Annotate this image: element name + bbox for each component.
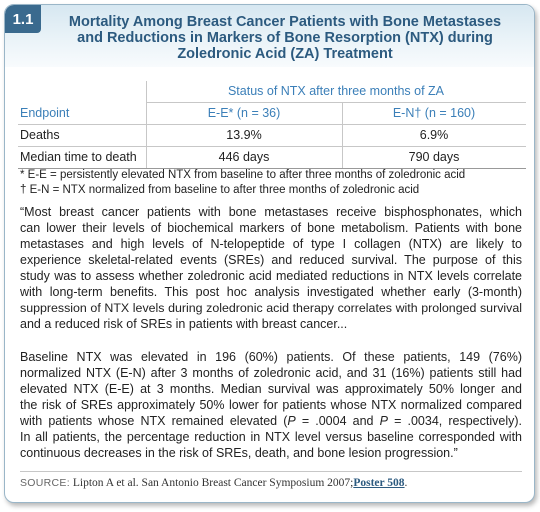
table-row (18, 125, 526, 146)
table-column-divider (342, 103, 343, 168)
table-header-row (18, 103, 526, 124)
quote-line: experience skeletal-related events (SREs) and reduced survival. The purpose of this (20, 253, 522, 267)
figure-number-badge: 1.1 (5, 5, 41, 33)
table-footnotes (20, 168, 465, 198)
figure-title (45, 14, 525, 62)
table-cell: 6.9% (419, 128, 449, 142)
column-header-ee: E-E* (n = 36) (207, 106, 281, 120)
table-cell: 13.9% (226, 128, 262, 142)
title-line: and Reductions in Markers of Bone Resorption (NTX) during (77, 30, 493, 46)
quote-line: and a reduced risk of SREs in patients with breast cancer... (20, 317, 348, 331)
source-citation (20, 477, 407, 489)
footnote: * E-E = persistently elevated NTX from baseline to after three months of zoledronic acid (20, 169, 466, 181)
quote-line: with long-term benefits. This post hoc analysis investigated whether early (3-month) (20, 285, 522, 299)
footnote: † E-N = NTX normalized from baseline to after three months of zoledronic acid (20, 184, 420, 196)
table-spanning-header-row (18, 81, 526, 102)
results-line: In all patients, the percentage reduction in NTX level versus baseline corresponded with (20, 430, 522, 444)
table-column-divider (146, 81, 147, 168)
source-text: Lipton A et al. San Antonio Breast Cancer Symposium 2007; (72, 477, 354, 489)
table-row (18, 147, 526, 168)
title-line: Zoledronic Acid (ZA) Treatment (177, 46, 393, 62)
results-line: Baseline NTX was elevated in 196 (60%) patients. Of these patients, 149 (76%) (20, 350, 522, 364)
row-label: Deaths (20, 128, 60, 142)
abstract-quote (20, 204, 522, 332)
quote-line: study was to assess whether zoledronic acid mediated reductions in NTX levels correlate (20, 269, 522, 283)
source-end: . (404, 477, 408, 489)
results-line: continuous decreases in the risk of SREs, death, and bone lesion progression.” (20, 446, 458, 460)
results-line: normalized NTX (E-N) after 3 months of zoledronic acid, and 31 (16%) patients still had (20, 366, 522, 380)
source-divider (20, 471, 522, 472)
column-header-endpoint: Endpoint (20, 106, 70, 120)
results-line: elevated NTX (E-E) at 3 months. Median survival was approximately 50% longer and (20, 382, 522, 396)
source-label: SOURCE: (20, 477, 70, 489)
results-paragraph (20, 349, 522, 461)
column-header-en: E-N† (n = 160) (392, 106, 476, 120)
quote-line: metastases and high levels of N-telopeptide of type I collagen (NTX) are likely to (20, 237, 522, 251)
table-cell: 446 days (218, 150, 270, 164)
spanning-header: Status of NTX after three months of ZA (227, 84, 445, 98)
row-label: Median time to death (20, 150, 137, 164)
title-line: Mortality Among Breast Cancer Patients with Bone Metastases (68, 14, 502, 30)
results-line: with patients whose NTX remained elevated (P = .0004 and P = .0034, respectively). (20, 414, 523, 428)
quote-line: suppression of NTX levels during zoledronic acid therapy correlates with prolonged survival (20, 301, 522, 315)
quote-line: can lower their levels of biochemical markers of bone metabolism. Patients with bone (20, 221, 522, 235)
poster-link[interactable]: Poster 508 (353, 477, 405, 489)
table-cell: 790 days (408, 150, 460, 164)
results-line: the risk of SREs approximately 50% lower for patients whose NTX normalized compared (20, 398, 522, 412)
figure-card (4, 4, 535, 503)
card-header (5, 5, 534, 67)
quote-line: “Most breast cancer patients with bone metastases receive bisphosphonates, which (20, 205, 522, 219)
